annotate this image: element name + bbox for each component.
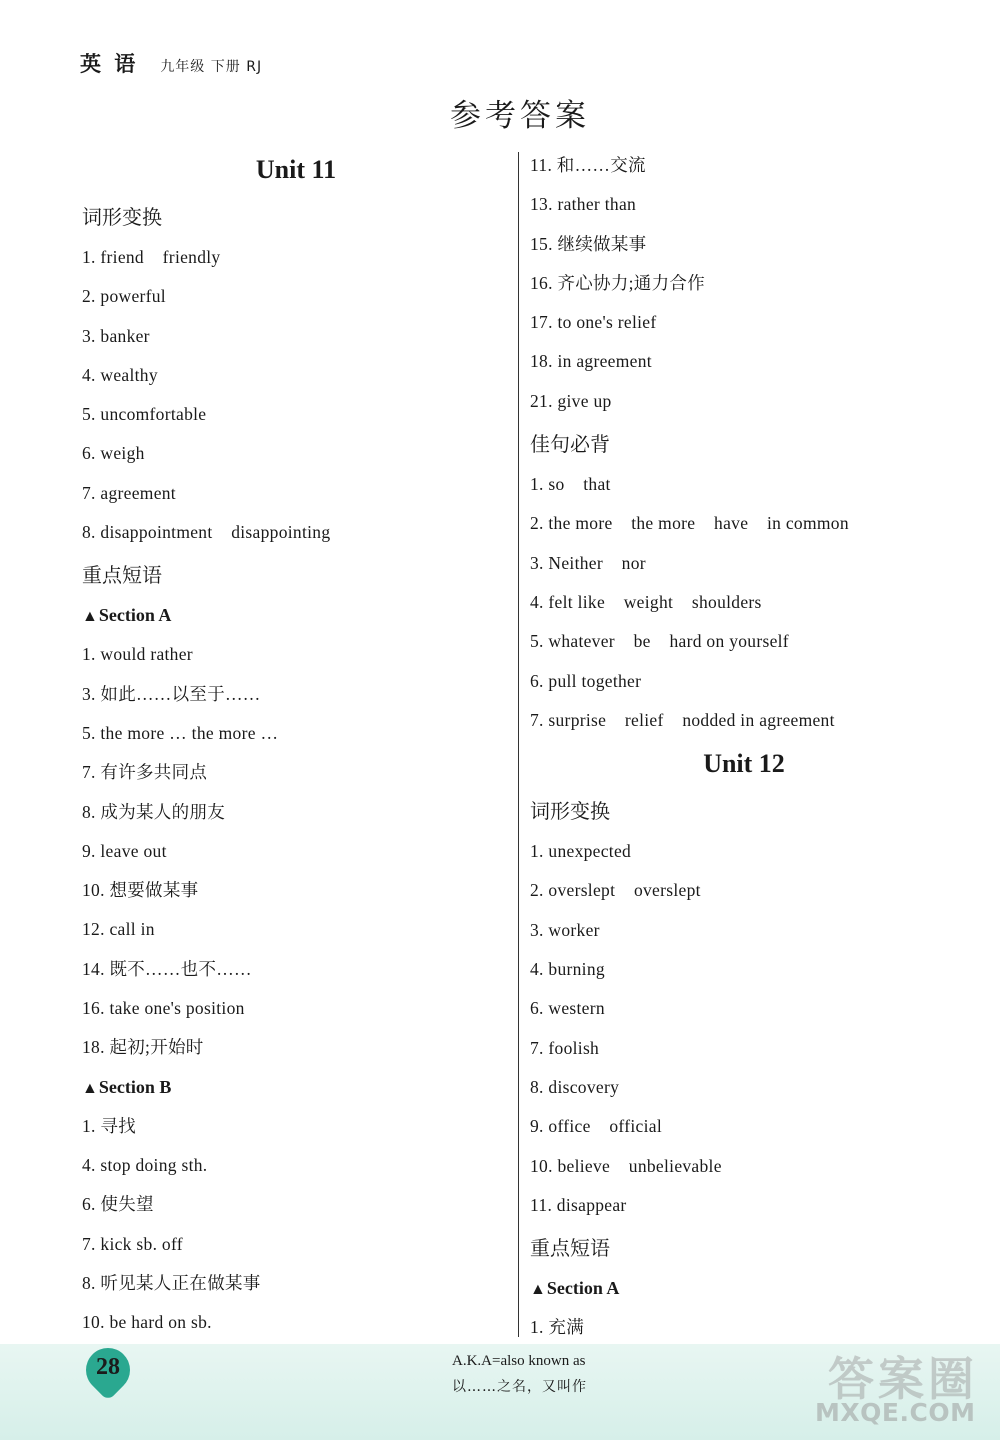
answer-item: 4. felt like weight shoulders	[530, 591, 762, 612]
answer-item: 16. take one's position	[82, 998, 245, 1019]
word-forms-heading: 词形变换	[82, 205, 162, 229]
page-number: 28	[96, 1354, 120, 1380]
section-a-heading-12	[530, 1269, 980, 1308]
answer-item: 7. 有许多共同点	[82, 762, 208, 783]
page-title: 参考答案	[450, 98, 590, 134]
answer-item: 1. would rather	[82, 644, 193, 665]
answer-item: 14. 既不……也不……	[82, 958, 252, 979]
answer-item: 12. call in	[82, 919, 155, 940]
answer-item: 7. kick sb. off	[82, 1233, 183, 1254]
section-a-list-12	[530, 1308, 980, 1347]
left-column	[82, 146, 502, 1342]
answer-item: 5. uncomfortable	[82, 404, 207, 425]
answer-item: 1. 寻找	[82, 1115, 136, 1136]
answer-item: 4. wealthy	[82, 364, 158, 385]
footer-tip-english: A.K.A=also known as	[452, 1353, 586, 1369]
triangle-icon: ▲	[82, 1079, 98, 1097]
word-forms-list	[82, 238, 502, 552]
answer-item: 3. worker	[530, 919, 600, 940]
unit-11-title: Unit 11	[255, 155, 337, 184]
answer-item: 13. rather than	[530, 194, 637, 215]
word-forms-heading-12: 词形变换	[530, 799, 610, 824]
key-sentences-list	[530, 465, 980, 740]
answer-item: 8. 成为某人的朋友	[82, 801, 225, 822]
answer-item: 1. friend friendly	[82, 247, 221, 267]
word-forms-list-12	[530, 832, 980, 1225]
answer-item: 2. overslept overslept	[530, 880, 701, 901]
answer-item: 8. 听见某人正在做某事	[82, 1272, 261, 1293]
section-b-list	[82, 1107, 502, 1343]
answer-item: 1. unexpected	[530, 841, 632, 862]
section-a-list	[82, 635, 502, 1067]
subject-label: 英 语	[80, 52, 139, 76]
section-a-heading	[82, 596, 502, 635]
answer-item: 11. 和……交流	[530, 155, 646, 175]
answer-item: 17. to one's relief	[530, 312, 657, 333]
triangle-icon: ▲	[82, 608, 98, 626]
watermark-logo: 答案圈	[828, 1352, 978, 1406]
answer-item: 9. office official	[530, 1116, 662, 1137]
section-a-label-12: Section A	[546, 1278, 620, 1299]
key-sentences-heading: 佳句必背	[530, 432, 610, 457]
answer-item: 3. Neither nor	[530, 552, 646, 573]
answer-item: 7. foolish	[530, 1037, 600, 1058]
answer-item: 8. discovery	[530, 1076, 620, 1097]
answer-item: 16. 齐心协力;通力合作	[530, 272, 706, 293]
unit-12-title: Unit 12	[703, 749, 785, 779]
answer-item: 1. 充满	[530, 1317, 584, 1338]
answer-item: 2. powerful	[82, 286, 166, 307]
right-column	[530, 146, 980, 1347]
answer-item: 2. the more the more have in common	[530, 513, 849, 534]
answer-item: 4. burning	[530, 959, 605, 980]
footer-tip-chinese: 以……之名，又叫作	[452, 1379, 587, 1395]
triangle-icon: ▲	[530, 1281, 546, 1299]
answer-item: 6. western	[530, 998, 605, 1019]
answer-item: 18. 起初;开始时	[82, 1037, 204, 1058]
key-phrases-heading-12: 重点短语	[530, 1236, 610, 1261]
answer-item: 7. agreement	[82, 482, 176, 503]
answer-item: 8. disappointment disappointing	[82, 522, 331, 543]
answer-item: 10. believe unbelievable	[530, 1155, 722, 1176]
answer-item: 7. surprise relief nodded in agreement	[530, 709, 835, 730]
answer-item: 6. pull together	[530, 670, 642, 691]
answer-item: 5. the more … the more …	[82, 722, 279, 743]
answer-item: 9. leave out	[82, 840, 167, 861]
section-b-heading	[82, 1068, 502, 1107]
answer-item: 10. be hard on sb.	[82, 1312, 212, 1333]
answer-item: 21. give up	[530, 390, 612, 411]
answer-item: 15. 继续做某事	[530, 233, 647, 254]
answer-item: 5. whatever be hard on yourself	[530, 631, 789, 652]
answer-item: 3. banker	[82, 325, 150, 346]
phrases-continued-list	[530, 146, 980, 421]
answer-item: 18. in agreement	[530, 351, 652, 372]
section-a-label: Section A	[98, 605, 172, 626]
answer-item: 1. so that	[530, 474, 611, 495]
watermark-url: MXQE.COM	[815, 1398, 976, 1427]
answer-item: 11. disappear	[530, 1194, 627, 1215]
column-divider	[518, 152, 519, 1337]
answer-item: 3. 如此……以至于……	[82, 683, 261, 704]
grade-meta: 九年级 下册 RJ	[160, 59, 263, 75]
answer-item: 10. 想要做某事	[82, 880, 199, 901]
section-b-label: Section B	[98, 1076, 172, 1097]
page-header	[80, 48, 262, 76]
answer-item: 6. 使失望	[82, 1194, 154, 1215]
key-phrases-heading: 重点短语	[82, 563, 162, 588]
answer-item: 6. weigh	[82, 443, 145, 464]
answer-item: 4. stop doing sth.	[82, 1154, 208, 1175]
